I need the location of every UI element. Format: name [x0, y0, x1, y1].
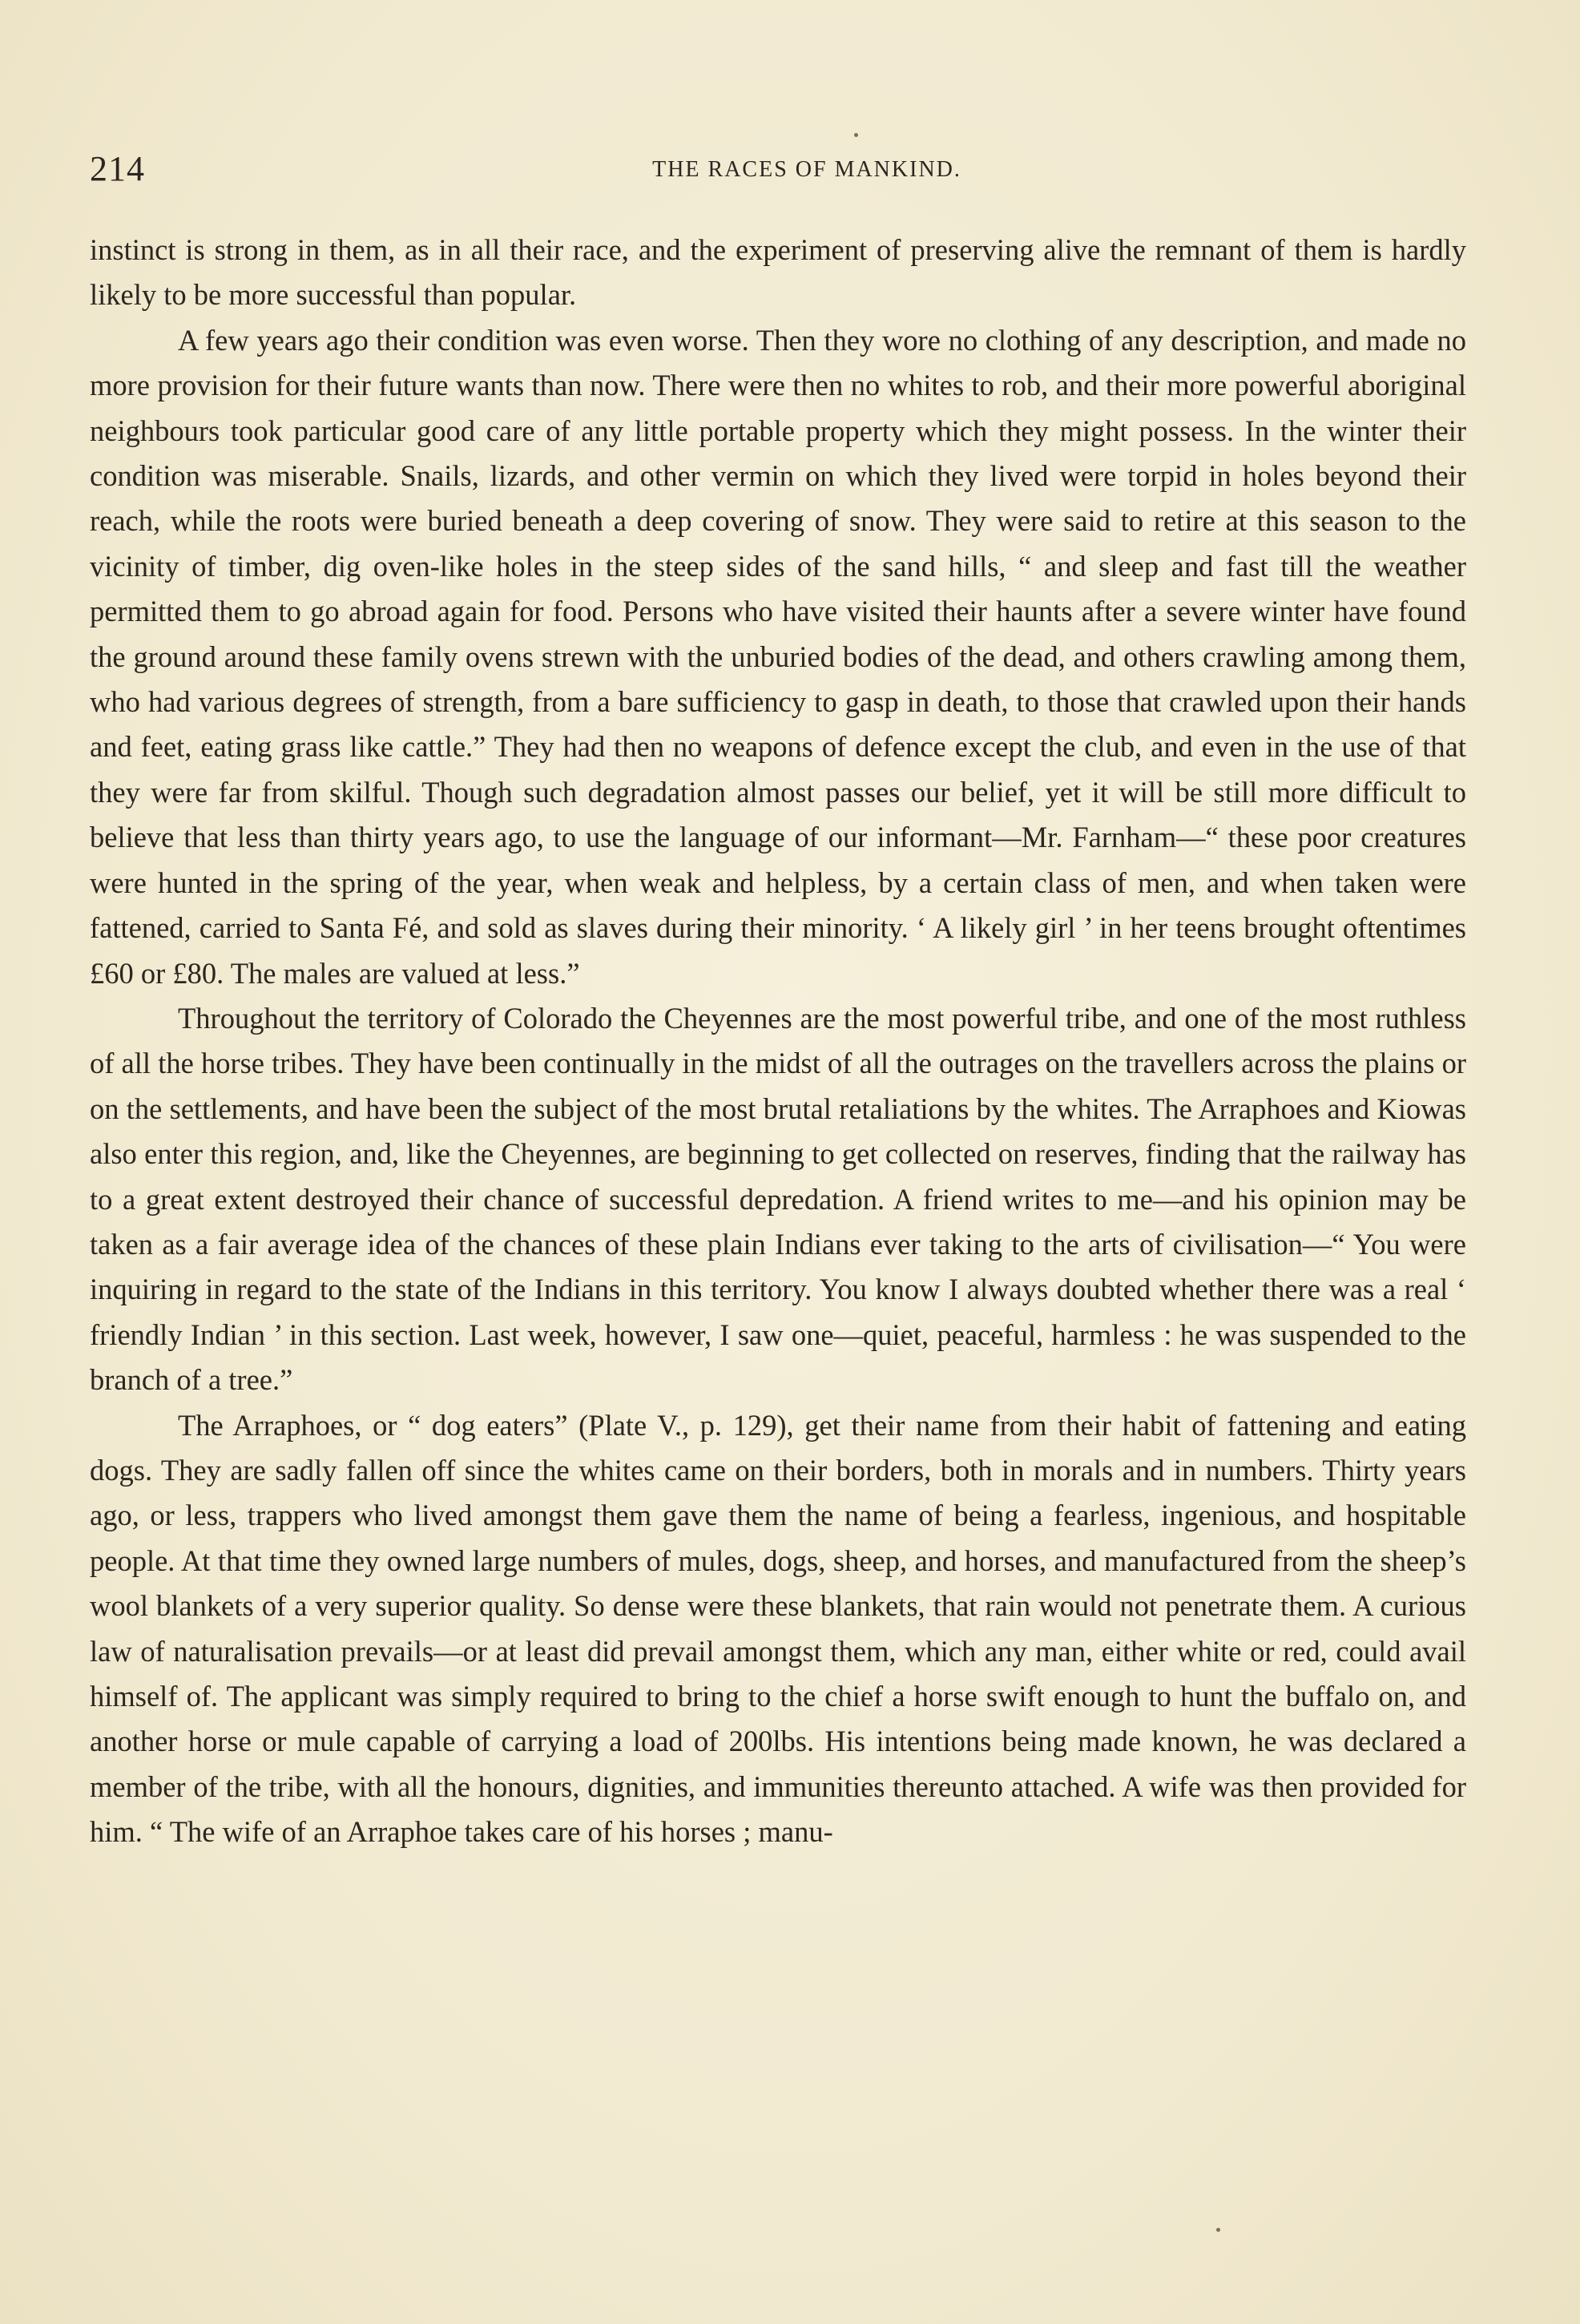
paragraph: The Arraphoes, or “ dog eaters” (Plate V., p. 129), get their name from their habit of fattening and eating dogs. They are sadly fallen off since the whites came on their borders, both in morals and in numbers. Thirty years ago, or less, trappers who lived amongst them gave them the name of being a fearless, ingenious, and hospitable people. At that time they owned large numbers of mules, dogs, sheep, and horses, and manufactured from the sheep’s wool blankets of a very superior quality. So dense were these blankets, that rain would not penetrate them. A curious law of naturalisation prevails—or at least did prevail amongst them, which any man, either white or red, could avail himself of. The applicant was simply required to bring to the chief a horse swift enough to hunt the buffalo on, and another horse or mule capable of carrying a load of 200lbs. His intentions being made known, he was declared a member of the tribe, with all the honours, dignities, and immunities thereunto attached. A wife was then provided for him. “ The wife of an Arraphoe takes care of his horses ; manu-: [90, 1408, 1466, 1849]
paragraph-continuation: instinct is strong in them, as in all their race, and the experiment of preserving alive the remnant of them is hardly likely to be more successful than popular.: [90, 233, 1466, 312]
paper-speck: [1216, 2228, 1220, 2232]
paragraph: Throughout the territory of Colorado the Cheyennes are the most powerful tribe, and one of the most ruthless of all the horse tribes. They have been continually in the midst of all the outrages on the travellers across the plains or on the settlements, and have been the subject of the most brutal retaliations by the whites. The Arraphoes and Kiowas also enter this region, and, like the Cheyennes, are beginning to get collected on reserves, finding that the railway has to a great extent destroyed their chance of successful depredation. A friend writes to me—and his opinion may be taken as a fair average idea of the chances of these plain Indians ever taking to the arts of civilisation—“ You were inquiring in regard to the state of the Indians in this territory. You know I always doubted whether there was a real ‘ friendly Indian ’ in this section. Last week, however, I saw one—quiet, peaceful, harmless : he was suspended to the branch of a tree.”: [90, 1001, 1466, 1397]
page-header: [90, 149, 1468, 189]
running-head: THE RACES OF MANKIND.: [652, 157, 961, 182]
page-number: 214: [90, 149, 145, 188]
body-text: [90, 228, 1466, 1855]
paper-speck: [854, 133, 858, 137]
paragraph: A few years ago their condition was even worse. Then they wore no clothing of any description, and made no more provision for their future wants than now. There were then no whites to rob, and their more powerful aboriginal neighbours took particular good care of any little portable property which they might possess. In the winter their condition was miserable. Snails, lizards, and other vermin on which they lived were torpid in holes beyond their reach, while the roots were buried beneath a deep covering of snow. They were said to retire at this season to the vicinity of timber, dig oven-like holes in the steep sides of the sand hills, “ and sleep and fast till the weather permitted them to go abroad again for food. Persons who have visited their haunts after a severe winter have found the ground around these family ovens strewn with the unburied bodies of the dead, and others crawling among them, who had various degrees of strength, from a bare sufficiency to gasp in death, to those that crawled upon their hands and feet, eating grass like cattle.” They had then no weapons of defence except the club, and even in the use of that they were far from skilful. Though such degradation almost passes our belief, yet it will be still more difficult to believe that less than thirty years ago, to use the language of our informant—Mr. Farnham—“ these poor creatures were hunted in the spring of the year, when weak and helpless, by a certain class of men, and when taken were fattened, carried to Santa Fé, and sold as slaves during their minority. ‘ A likely girl ’ in her teens brought oftentimes £60 or £80. The males are valued at less.”: [90, 323, 1466, 990]
